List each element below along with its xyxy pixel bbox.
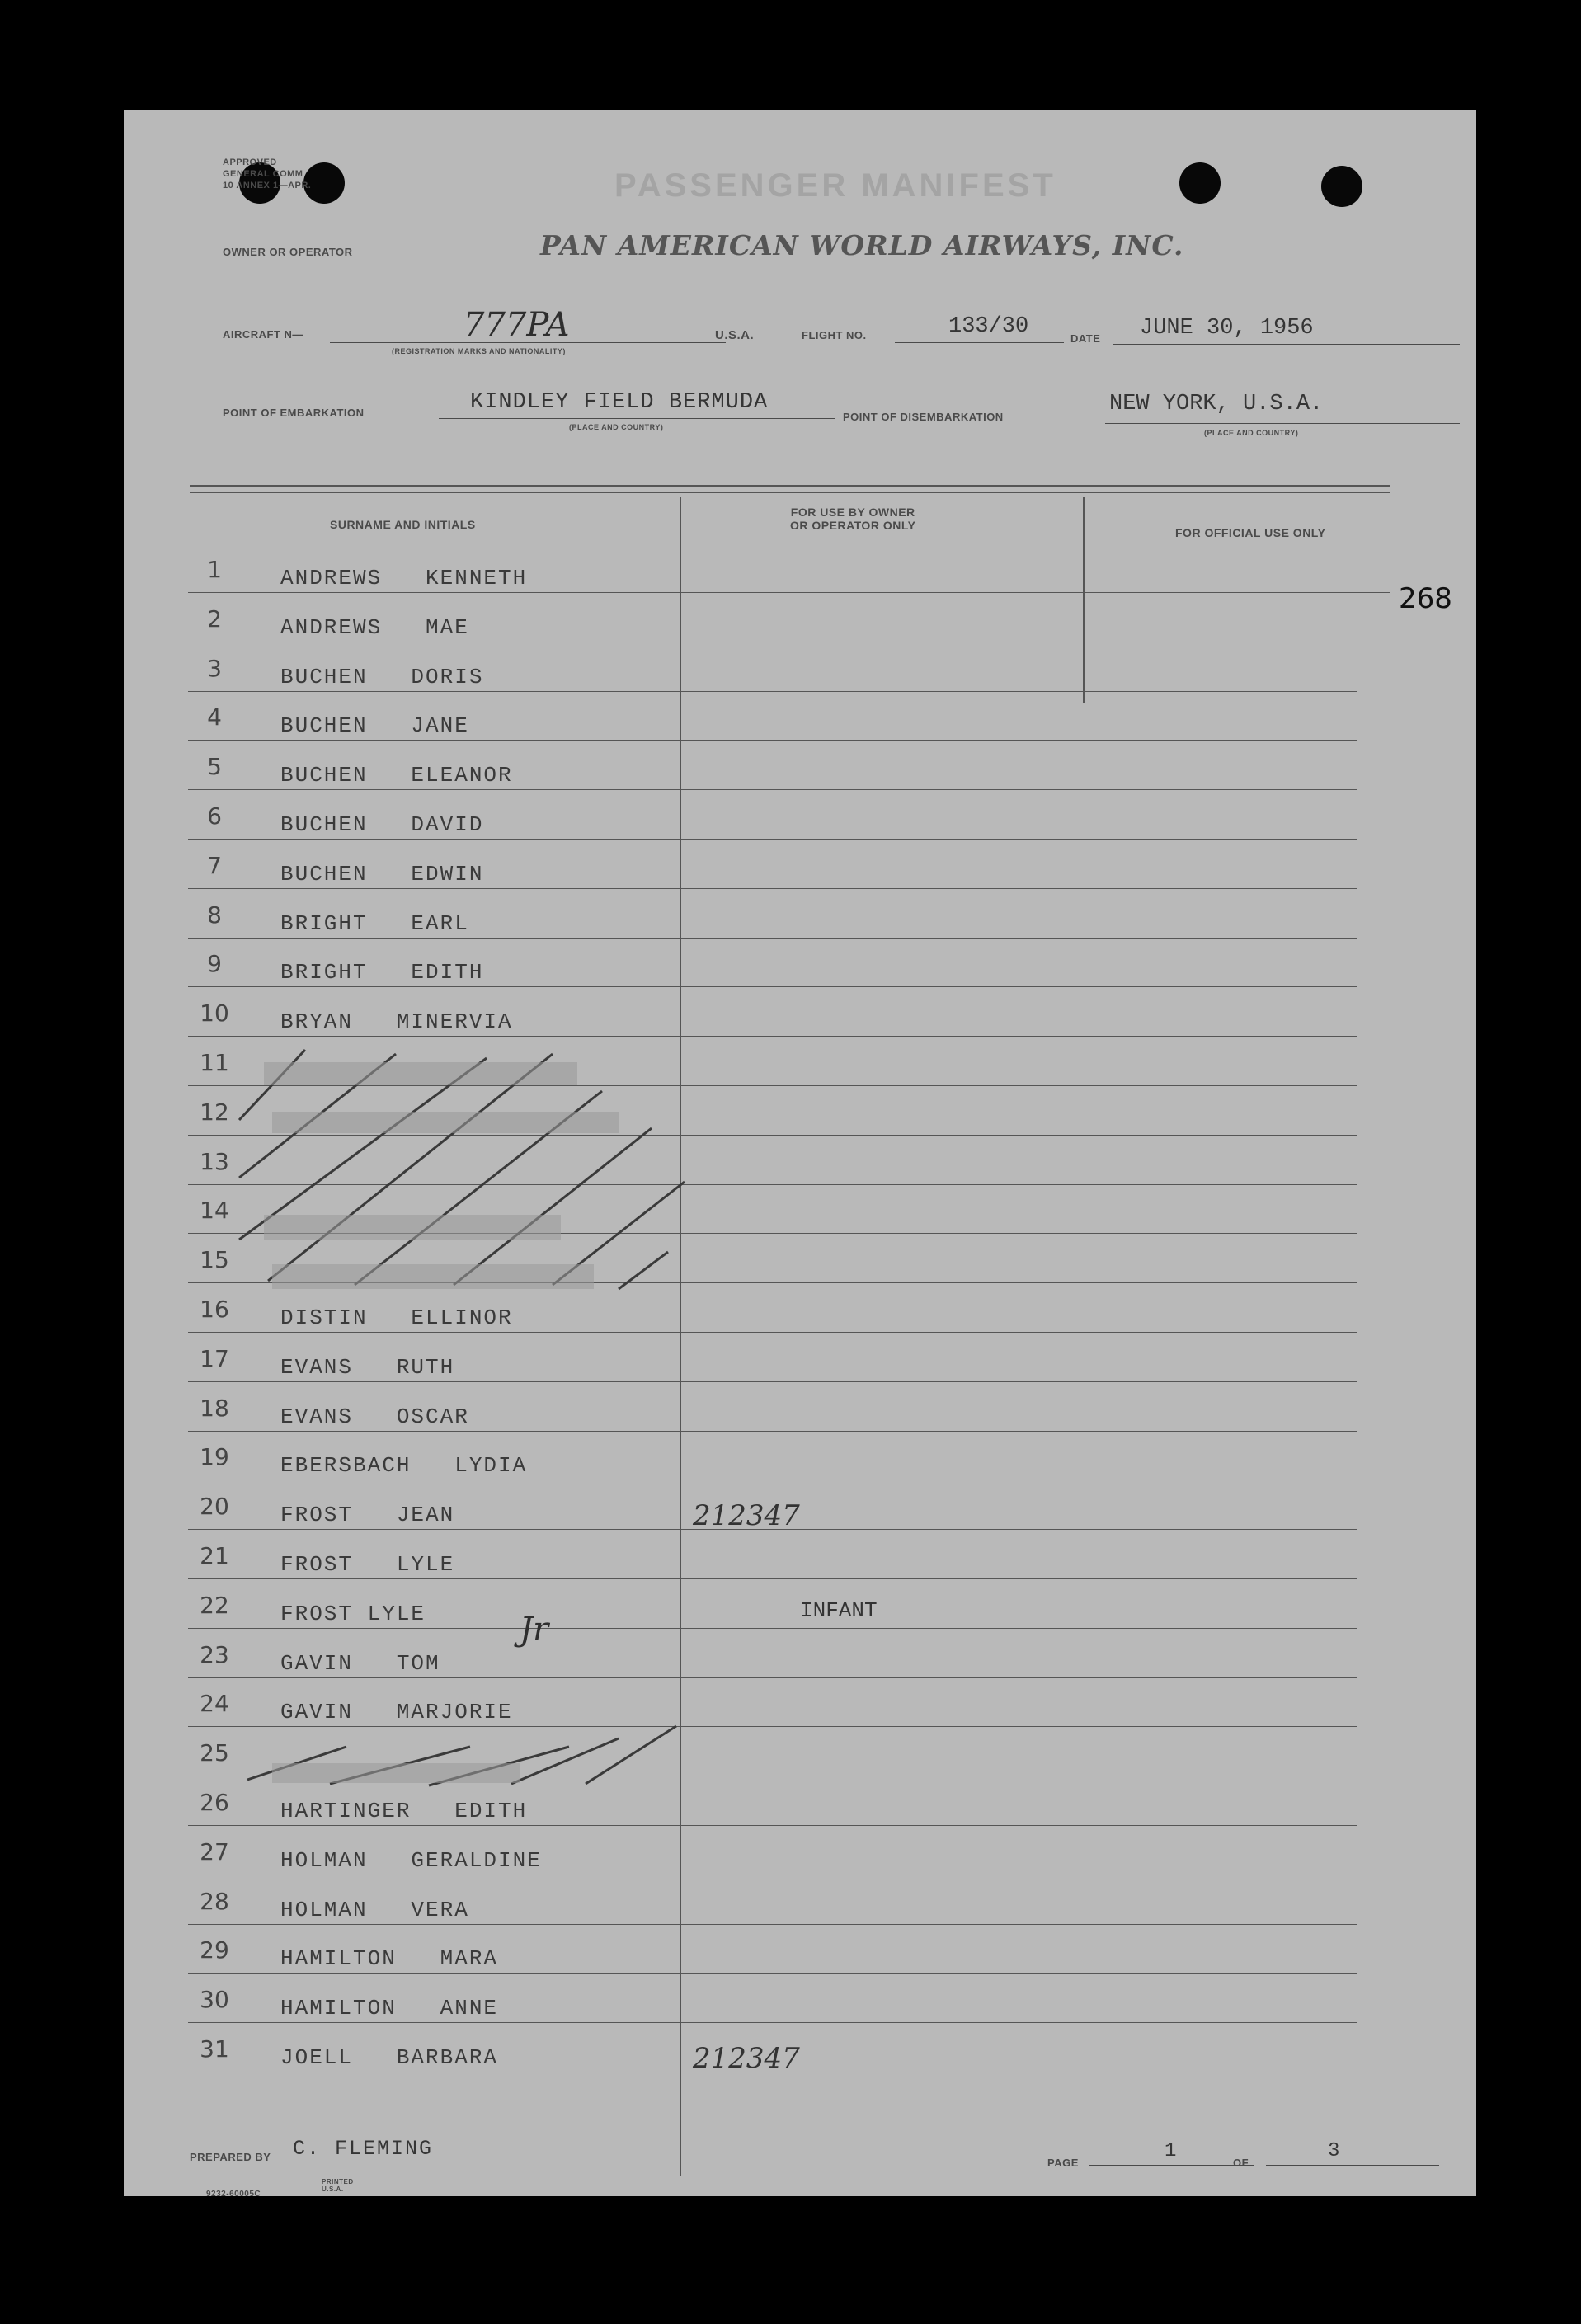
passenger-name: BUCHEN DORIS (280, 664, 484, 689)
of-value: 3 (1328, 2140, 1340, 2162)
row-number: 22 (200, 1591, 229, 1619)
operator-note: 212347 (693, 1499, 800, 1533)
of-underline (1266, 2165, 1439, 2166)
row-number: 26 (200, 1789, 229, 1816)
row-number: 18 (200, 1394, 229, 1422)
passenger-name: ANDREWS MAE (280, 614, 469, 640)
row-number: 5 (207, 753, 222, 781)
passenger-name: EBERSBACH LYDIA (280, 1453, 528, 1479)
embark-label: POINT OF EMBARKATION (223, 407, 365, 419)
row-number: 15 (200, 1246, 229, 1274)
row-number: 12 (200, 1098, 229, 1126)
date-label: DATE (1070, 332, 1101, 345)
passenger-name: EVANS RUTH (280, 1354, 455, 1380)
page-title: PASSENGER MANIFEST (614, 167, 1056, 204)
row-number: 27 (200, 1837, 229, 1865)
disembark-value: NEW YORK, U.S.A. (1109, 392, 1324, 416)
row-number: 17 (200, 1344, 229, 1372)
of-label: OF (1233, 2157, 1249, 2169)
row-number: 28 (200, 1887, 229, 1915)
row-number: 6 (207, 802, 222, 830)
passenger-name: DISTIN ELLINOR (280, 1305, 513, 1330)
approval-line-3: 10 ANNEX 1—APR. (223, 181, 312, 191)
passenger-name: HAMILTON ANNE (280, 1996, 499, 2021)
passenger-name: BRIGHT EDITH (280, 960, 484, 986)
row-number: 13 (200, 1147, 229, 1175)
passenger-name: FROST JEAN (280, 1503, 455, 1528)
row-number: 21 (200, 1542, 229, 1569)
jr-annotation: Jr (520, 1611, 549, 1649)
passenger-name: FROST LYLE (280, 1601, 426, 1626)
row-number: 10 (200, 1000, 229, 1028)
aircraft-caption: (REGISTRATION MARKS AND NATIONALITY) (392, 347, 566, 355)
row-number: 25 (200, 1739, 229, 1767)
col-header-official: FOR OFFICIAL USE ONLY (1175, 526, 1326, 539)
flight-value: 133/30 (948, 314, 1029, 339)
page-value: 1 (1165, 2140, 1177, 2162)
form-code: 9232-60005C (206, 2190, 261, 2199)
printed-note: PRINTED U.S.A. (322, 2178, 354, 2193)
row-number: 24 (200, 1690, 229, 1718)
passenger-name: BUCHEN JANE (280, 713, 469, 739)
aircraft-label: AIRCRAFT N— (223, 328, 303, 341)
passenger-name: BRIGHT EARL (280, 910, 469, 936)
page-label: PAGE (1047, 2157, 1079, 2169)
manifest-sheet (124, 110, 1476, 2199)
disembark-caption: (PLACE AND COUNTRY) (1204, 429, 1299, 437)
passenger-name: JOELL BARBARA (280, 2045, 499, 2070)
passenger-name: EVANS OSCAR (280, 1404, 469, 1429)
strike-group-rows-11-15 (239, 1050, 685, 1289)
passenger-name: HAMILTON MARA (280, 1946, 499, 1972)
passenger-name: ANDREWS KENNETH (280, 566, 528, 590)
passenger-name: BUCHEN ELEANOR (280, 763, 513, 788)
passenger-name: BUCHEN DAVID (280, 812, 484, 837)
margin-number: 268 (1399, 582, 1452, 615)
row-number: 30 (200, 1986, 229, 2014)
operator-note: INFANT (800, 1597, 878, 1623)
row-number: 1 (207, 556, 222, 583)
row-number: 19 (200, 1443, 229, 1471)
row-number: 29 (200, 1936, 229, 1964)
row-number: 2 (207, 605, 222, 633)
operator-note: 212347 (693, 2042, 800, 2075)
strikethrough-marks (124, 110, 1476, 2196)
row-number: 23 (200, 1640, 229, 1668)
row-number: 20 (200, 1493, 229, 1521)
passenger-name: HARTINGER EDITH (280, 1799, 528, 1823)
passenger-name: GAVIN TOM (280, 1650, 440, 1676)
flight-label: FLIGHT NO. (802, 329, 867, 341)
disembark-label: POINT OF DISEMBARKATION (843, 411, 1004, 423)
date-value: JUNE 30, 1956 (1140, 316, 1314, 341)
row-number: 11 (200, 1049, 229, 1076)
embark-value: KINDLEY FIELD BERMUDA (470, 390, 769, 415)
passenger-name: GAVIN MARJORIE (280, 1700, 513, 1725)
embark-caption: (PLACE AND COUNTRY) (569, 423, 664, 431)
row-number: 3 (207, 654, 222, 682)
passenger-name: BRYAN MINERVIA (280, 1009, 513, 1035)
col-header-owner-use: FOR USE BY OWNER OR OPERATOR ONLY (790, 506, 916, 532)
passenger-name: HOLMAN GERALDINE (280, 1847, 542, 1873)
row-number: 4 (207, 703, 222, 732)
passenger-name: BUCHEN EDWIN (280, 861, 484, 887)
col-header-surname: SURNAME AND INITIALS (330, 518, 476, 531)
passenger-name: HOLMAN VERA (280, 1897, 469, 1922)
row-number: 8 (207, 901, 222, 929)
row-number: 7 (207, 851, 222, 879)
approval-line-2: GENERAL COMM (223, 169, 303, 179)
approval-line-1: APPROVED (223, 158, 277, 167)
row-number: 14 (200, 1197, 229, 1225)
page-underline (1089, 2165, 1254, 2166)
smudges (264, 1062, 619, 1783)
prepared-label: PREPARED BY (190, 2151, 271, 2163)
owner-label: OWNER OR OPERATOR (223, 246, 353, 258)
owner-value: PAN AMERICAN WORLD AIRWAYS, INC. (540, 229, 1184, 261)
passenger-name: FROST LYLE (280, 1552, 455, 1577)
row-number: 9 (207, 950, 222, 978)
usa-label: U.S.A. (715, 328, 755, 342)
row-number: 16 (200, 1296, 229, 1323)
prepared-value: C. FLEMING (293, 2137, 434, 2161)
row-number: 31 (200, 2035, 229, 2063)
aircraft-value: 777PA (463, 306, 570, 344)
